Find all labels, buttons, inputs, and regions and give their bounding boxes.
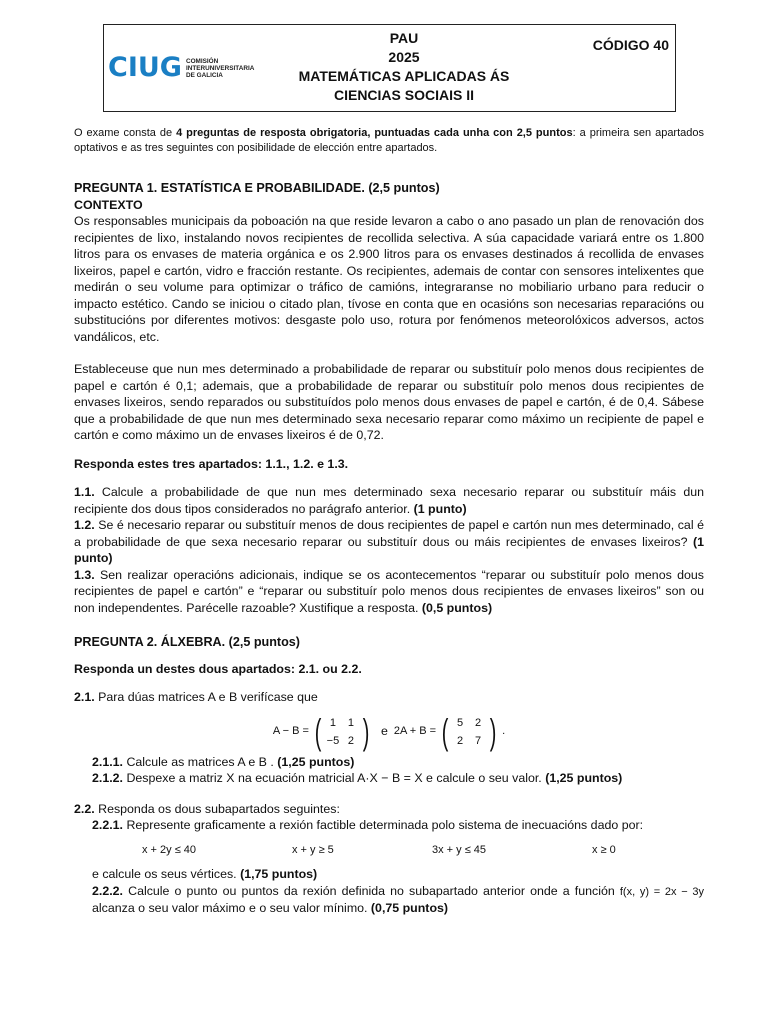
inequality-2: x + y ≥ 5 xyxy=(292,843,334,856)
part-2-2-2: 2.2.2. Calcule o punto ou puntos da rexión definida no subapartado anterior onde a función f(x, y) = 2x − 3y alcanza o seu valor máximo e o seu valor mínimo. (0,75 puntos) xyxy=(92,883,704,915)
part-2-1: 2.1. Para dúas matrices A e B verifícase que xyxy=(74,690,318,704)
answer-instructions-2: Responda un destes dous apartados: 2.1. ou 2.2. xyxy=(74,661,362,676)
logo-text: COMISIÓN INTERUNIVERSITARIA DE GALICIA xyxy=(185,57,255,79)
part-2-2-1-tail: e calcule os seus vértices. (1,75 puntos) xyxy=(92,867,318,881)
inequality-1: x + 2y ≤ 40 xyxy=(142,843,197,856)
question-1-title: PREGUNTA 1. ESTATÍSTICA E PROBABILIDADE. (2,5 puntos) xyxy=(74,181,440,195)
part-1-1: 1.1. Calcule a probabilidade de que nun mes determinado sexa necesario reparar ou substituír máis dun recipiente dos dous tipos considerados no parágrafo anterior. (1 punto) xyxy=(74,485,704,516)
exam-page xyxy=(74,24,704,917)
part-2-1-2: 2.1.2. Despexe a matriz X na ecuación matricial A·X − B = X e calcule o seu valor. (1,25 puntos) xyxy=(92,771,623,785)
statement-text: Estableceuse que nun mes determinado a probabilidade de reparar ou substituír polo menos dous recipientes de papel e cartón é 0,1; ademais, que a probabilidade de reparar ou substituír polo menos dous recipientes de envases lixeiros, sendo reparados ou substituídos polo menos dous envases de papel e cartón, é de 0,4. Sábese que a probabilidade de que nun mes determinado sexa necesario reparar como máximo un recipiente de papel e cartón e como máximo un de envases lixeiros é de 0,72. xyxy=(74,362,704,442)
matrix-equations: A − B = ( 1 1 −5 2 ) e 2A + B = ( 5 2 2 7 ) . xyxy=(272,710,506,752)
question-2-title: PREGUNTA 2. ÁLXEBRA. (2,5 puntos) xyxy=(74,635,300,649)
exam-header xyxy=(103,24,676,112)
matrix-2: ( 5 2 2 7 ) xyxy=(441,710,497,752)
answer-instructions-1: Responda estes tres apartados: 1.1., 1.2. e 1.3. xyxy=(74,456,349,471)
part-2-2: 2.2. Responda os dous subapartados seguintes: xyxy=(74,801,340,816)
context-label: CONTEXTO xyxy=(74,197,143,212)
logo-mark: CIUG xyxy=(108,52,182,83)
inequality-system xyxy=(142,842,704,859)
part-2-1-1: 2.1.1. Calcule as matrices A e B . (1,25 puntos) xyxy=(92,754,355,769)
exam-code: CÓDIGO 40 xyxy=(592,37,669,53)
inequality-3: 3x + y ≤ 45 xyxy=(432,843,487,856)
inequality-4: x ≥ 0 xyxy=(592,843,616,856)
exam-title: PAU 2025 MATEMÁTICAS APLICADAS ÁS CIENCIAS SOCIAIS II xyxy=(298,30,510,103)
ciug-logo xyxy=(108,52,255,83)
part-1-3: 1.3. Sen realizar operacións adicionais, indique se os acontecementos “reparar ou substituír polo menos dous recipientes de papel e cartón” e “reparar ou substituír polo menos dous recipientes de envases lixeiros” son ou non independentes. Parécelle razoable? Xustifique a resposta. (0,5 puntos) xyxy=(74,567,704,615)
intro-text: O exame consta de 4 preguntas de resposta obrigatoria, puntuadas cada unha con 2,5 puntos: a primeira sen apartados optativos e as tres seguintes con posibilidade de elección entre apartados. xyxy=(74,127,705,154)
matrix-1: ( 1 1 −5 2 ) xyxy=(314,710,370,752)
part-1-2: 1.2. Se é necesario reparar ou substituír menos de dous recipientes de papel e cartón nun mes determinado, cal é a probabilidade de que sexa necesario reparar ou substituír dous ou máis recipientes de envases lixeiros? (1 punto) xyxy=(74,518,704,565)
context-text: Os responsables municipais da poboación na que reside levaron a cabo o ano pasado un plan de renovación dos recipientes de lixo, instalando novos recipientes de recollida selectiva. A súa capacidade variará entre os 1.800 litros para os envases de materia orgánica e os 2.900 litros para os envases destinados á recollida de envases lixeiros, papel e cartón, vidro e fracción restante. Os recipientes, ademais de contar con sensores intelixentes que medirán o seu volume para optimizar o tráfico de camións, integraranse no mobiliario urbano para reducir o impacto estético. Cando se iniciou o citado plan, tívose en conta que en ocasións son necesarias reparacións ou substitucións por diferentes motivos: desgaste polo uso, rotura por fenómenos meteorolóxicos adversos, actos vandálicos, etc. xyxy=(74,214,704,344)
objective-function: f(x, y) = 2x − 3y xyxy=(619,885,704,898)
part-2-2-1: 2.2.1. Represente graficamente a rexión factible determinada polo sistema de inecuacións dado por: xyxy=(92,818,644,832)
